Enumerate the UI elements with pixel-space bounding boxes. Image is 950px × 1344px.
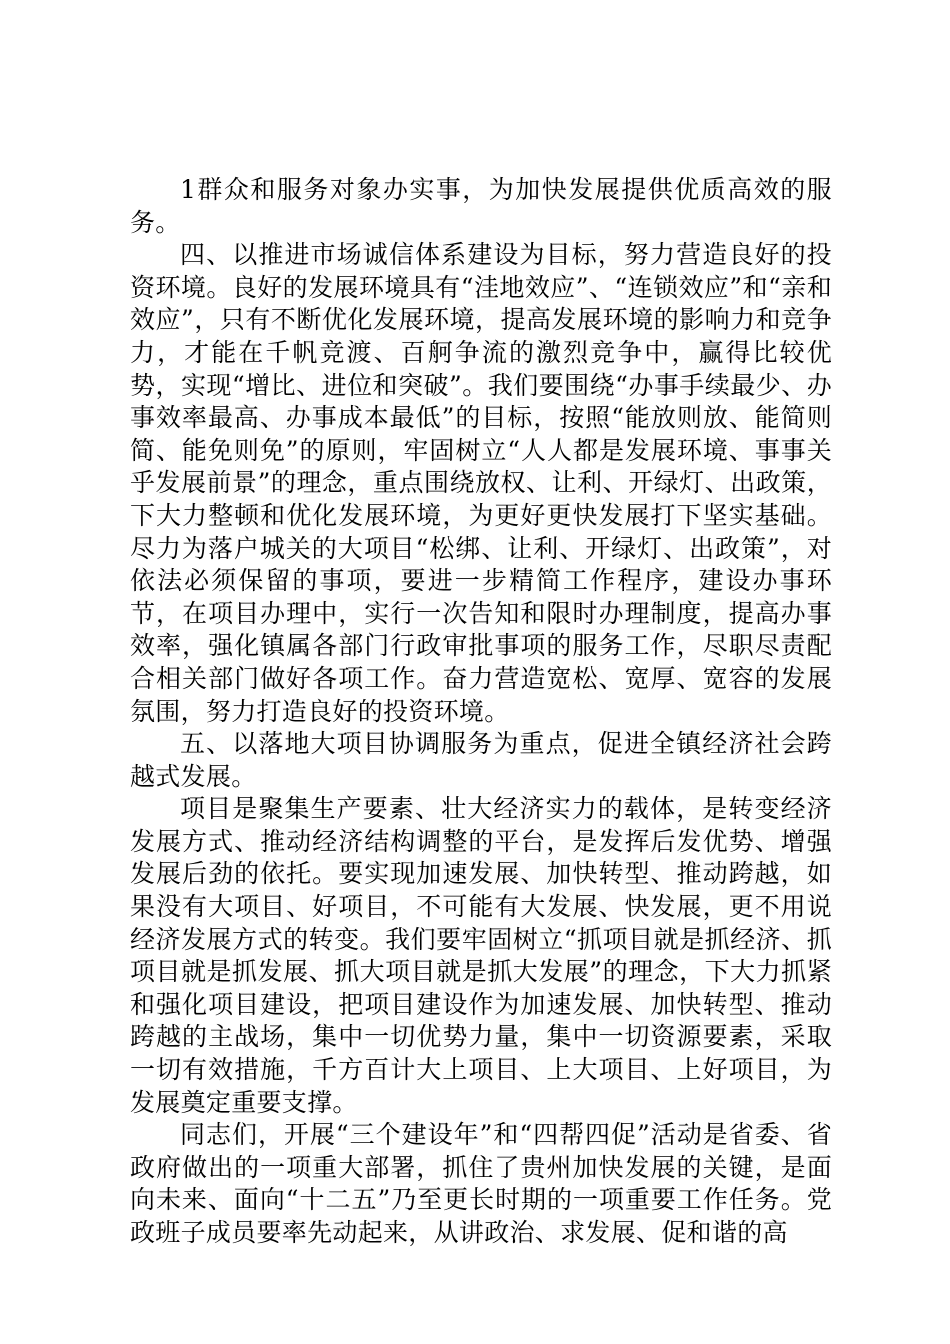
- paragraph-5: 同志们，开展“三个建设年”和“四帮四促”活动是省委、省政府做出的一项重大部署，抓住了贵州加快发展的关键，是面向未来、面向“十二五”乃至更长时期的一项重要工作任务。党政班子成员要率先动起来，从讲政治、求发展、促和谐的高: [130, 1120, 832, 1247]
- paragraph-2: 四、以推进市场诚信体系建设为目标，努力营造良好的投资环境。良好的发展环境具有“洼地效应”、“连锁效应”和“亲和效应”，只有不断优化发展环境，提高发展环境的影响力和竞争力，才能在千帆竞渡、百舸争流的激烈竞争中，赢得比较优势，实现“增比、进位和突破”。我们要围绕“办事手续最少、办事效率最高、办事成本最低”的目标，按照“能放则放、能简则简、能免则免”的原则，牢固树立“人人都是发展环境、事事关乎发展前景”的理念，重点围绕放权、让利、开绿灯、出政策，下大力整顿和优化发展环境，为更好更快发展打下坚实基础。尽力为落户城关的大项目“松绑、让利、开绿灯、出政策”，对依法必须保留的事项，要进一步精简工作程序，建设办事环节，在项目办理中，实行一次告知和限时办理制度，提高办事效率，强化镇属各部门行政审批事项的服务工作，尽职尽责配合相关部门做好各项工作。奋力营造宽松、宽厚、宽容的发展氛围，努力打造良好的投资环境。: [130, 240, 832, 726]
- document-body: [130, 174, 832, 1250]
- paragraph-4: 项目是聚集生产要素、壮大经济实力的载体，是转变经济发展方式、推动经济结构调整的平台，是发挥后发优势、增强发展后劲的依托。要实现加速发展、加快转型、推动跨越，如果没有大项目、好项目，不可能有大发展、快发展，更不用说经济发展方式的转变。我们要牢固树立“抓项目就是抓经济、抓项目就是抓发展、抓大项目就是抓大发展”的理念，下大力抓紧和强化项目建设，把项目建设作为加速发展、加快转型、推动跨越的主战场，集中一切优势力量，集中一切资源要素，采取一切有效措施，千方百计大上项目、上大项目、上好项目，为发展奠定重要支撑。: [130, 794, 832, 1117]
- paragraph-3: 五、以落地大项目协调服务为重点，促进全镇经济社会跨越式发展。: [130, 729, 832, 791]
- paragraph-1: 1群众和服务对象办实事，为加快发展提供优质高效的服务。: [130, 175, 832, 237]
